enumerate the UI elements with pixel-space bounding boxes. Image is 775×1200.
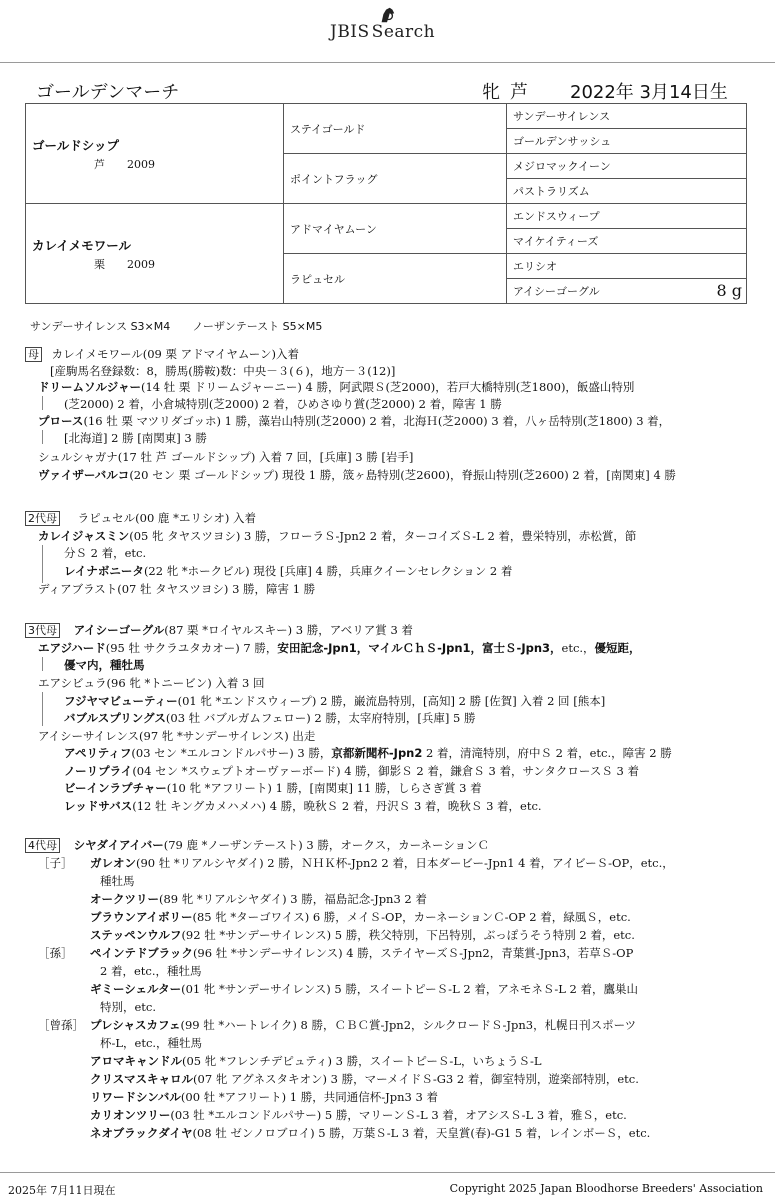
ancestor-sds[interactable]: メジロマックイーン [507, 154, 747, 179]
progeny-entry [90, 1072, 639, 1087]
section-2nd-dam-header [25, 511, 256, 526]
progeny-detail-cont: 2 着，etc.，種牡馬 [100, 964, 202, 978]
progeny-detail: (12 牡 キングカメハメハ) 4 勝，晩秋Ｓ 2 着，丹沢Ｓ 3 着，晩秋Ｓ 3 着，etc. [132, 799, 542, 813]
progeny-entry [90, 892, 427, 907]
ancestor-ssd[interactable]: ゴールデンサッシュ [507, 129, 747, 154]
progeny-entry [90, 856, 674, 871]
section-3rd-dam-header [25, 623, 413, 638]
third-dam-detail: (87 栗 *ロイヤルスキー) 3 勝，アベリア賞 3 着 [164, 623, 413, 637]
progeny-entry [38, 529, 636, 544]
progeny-name[interactable]: ネオブラックダイヤ [90, 1126, 193, 1140]
inbreeding-item: サンデーサイレンス S3×M4 [30, 320, 171, 333]
progeny-entry: シュルシャガナ(17 牡 芦 ゴールドシップ) 入着 7 回，[兵庫] 3 勝 [岩手] [38, 450, 414, 464]
ancestor-sdd[interactable]: パストラリズム [507, 179, 747, 204]
progeny-detail: (16 牡 栗 マツリダゴッホ) 1 勝，藻岩山特別(芝2000) 2 着，北海Ｈ(芝2000) 3 着，八ヶ岳特別(芝1800) 3 着， [83, 414, 671, 428]
progeny-name[interactable]: リワードシンバル [90, 1090, 181, 1104]
progeny-name[interactable]: レッドサバス [64, 799, 133, 813]
logo-text: JBIS [330, 22, 370, 42]
section-tag: 2代母 [25, 511, 60, 526]
horse-title-bar [30, 78, 750, 103]
progeny-detail: (14 牡 栗 ドリームジャーニー) 4 勝，阿武隈Ｓ(芝2000)，若戸大橋特別(芝1800)，飯盛山特別 [140, 380, 635, 394]
progeny-detail: (04 セン *スウェプトオーヴァーボード) 4 勝，御影Ｓ 2 着，鎌倉Ｓ 3 着，サンタクロースＳ 3 着 [132, 764, 639, 778]
pedigree-table [25, 103, 747, 304]
progeny-entry [90, 1108, 627, 1123]
progeny-entry [90, 946, 633, 961]
progeny-detail: (01 牝 *サンデーサイレンス) 5 勝，スイートピーＳ-L 2 着，アネモネＳ-L 2 着，鷹巣山 [181, 982, 639, 996]
progeny-name[interactable]: ギミーシェルター [90, 982, 182, 996]
dam-year: 2009 [127, 257, 155, 271]
inbreeding-item: ノーザンテースト S5×M5 [192, 320, 323, 333]
grand-progeny-entry [64, 711, 476, 726]
sire-cell [26, 104, 284, 204]
progeny-detail-cont: 優マ内，種牡馬 [64, 658, 145, 672]
progeny-detail: (95 牡 サクラユタカオー) 7 勝， [105, 641, 278, 655]
progeny-name[interactable]: ノーリプライ [64, 764, 133, 778]
ancestor-ddd-cell [507, 279, 747, 304]
progeny-entry [38, 380, 634, 395]
progeny-detail: (85 牝 *ターゴワイス) 6 勝，メイＳ-OP，カーネーションＣ-OP 2 着，緑風Ｓ，etc. [192, 910, 631, 924]
fourth-dam-name[interactable]: シヤダイアイバー [73, 838, 164, 852]
progeny-detail-bold: 優短距， [594, 641, 641, 655]
progeny-name[interactable]: クリスマスキャロル [90, 1072, 194, 1086]
progeny-entry [38, 641, 641, 656]
progeny-name[interactable]: フジヤマビューティー [64, 694, 178, 708]
ancestor-sss[interactable]: サンデーサイレンス [507, 104, 747, 129]
ancestor-dds[interactable]: エリシオ [507, 254, 747, 279]
progeny-name[interactable]: レイナボニータ [64, 564, 144, 578]
progeny-name[interactable]: カレイジャスミン [38, 529, 130, 543]
site-header [0, 0, 775, 62]
progeny-detail-bold: 安田記念-Jpn1，マイルＣｈＳ-Jpn1，富士Ｓ-Jpn3， [277, 641, 562, 655]
progeny-detail: (03 牡 バブルガムフェロー) 2 勝，太宰府特別，[兵庫] 5 勝 [165, 711, 476, 725]
dam-sire-cell[interactable]: アドマイヤムーン [284, 204, 507, 254]
progeny-name[interactable]: ビーインラプチャー [64, 781, 167, 795]
progeny-entry: アイシーサイレンス(97 牝 *サンデーサイレンス) 出走 [38, 729, 316, 743]
jbis-logo[interactable] [330, 22, 435, 42]
progeny-name[interactable]: アロマキャンドル [90, 1054, 182, 1068]
progeny-detail: (22 牝 *ホークビル) 現役 [兵庫] 4 勝，兵庫クイーンセレクション 2 着 [143, 564, 513, 578]
grand-progeny-entry [64, 746, 672, 761]
progeny-name[interactable]: アペリティフ [64, 746, 132, 760]
progeny-name[interactable]: オークツリー [90, 892, 159, 906]
progeny-name[interactable]: プレシャスカフェ [90, 1018, 181, 1032]
progeny-entry [90, 1018, 636, 1033]
sire-coat: 芦 [94, 157, 105, 171]
progeny-detail: (05 牝 タヤスツヨシ) 3 勝，フローラＳ-Jpn2 2 着，ターコイズＳ-L 2 着，豊栄特別，赤松賞，節 [129, 529, 637, 543]
horse-head-icon [378, 6, 396, 24]
indent-bar [42, 692, 43, 726]
progeny-entry [90, 928, 635, 943]
ancestor-dss[interactable]: エンドスウィープ [507, 204, 747, 229]
progeny-detail-cont: [北海道] 2 勝 [南関東] 3 勝 [64, 431, 207, 445]
section-4th-dam-header [25, 838, 489, 853]
indent-bar [42, 430, 43, 444]
horse-sex: 牝 [482, 82, 500, 103]
section-tag: 母 [25, 347, 42, 362]
section-tag: 4代母 [25, 838, 60, 853]
group-label-great-grandchildren: ［曾孫］ [38, 1018, 84, 1032]
horse-birth-date: 2022年 3月14日生 [570, 82, 728, 103]
dam-name[interactable]: カレイメモワール [32, 237, 132, 253]
progeny-detail-cont: 分Ｓ 2 着，etc. [64, 546, 147, 560]
progeny-detail: (96 牡 *サンデーサイレンス) 4 勝，ステイヤーズＳ-Jpn2，青葉賞-Jpn3，若草Ｓ-OP [192, 946, 634, 960]
indent-bar [42, 657, 43, 671]
as-of-date: 2025年 7月11日現在 [8, 1184, 116, 1197]
progeny-detail: 2 着，清滝特別，府中Ｓ 2 着，etc.，障害 2 勝 [422, 746, 672, 760]
grand-progeny-entry [64, 694, 605, 709]
progeny-entry [90, 1090, 438, 1105]
progeny-entry [90, 910, 631, 925]
third-dam-name[interactable]: アイシーゴーグル [73, 623, 165, 637]
progeny-entry [38, 468, 676, 483]
dam-dam-cell[interactable]: ラピュセル [284, 254, 507, 304]
progeny-name[interactable]: バブルスプリングス [64, 711, 166, 725]
progeny-detail: (10 牝 *アフリート) 1 勝，[南関東] 11 勝，しらさぎ賞 3 着 [166, 781, 482, 795]
footer-divider [0, 1172, 775, 1173]
second-dam-summary: ラピュセル(00 鹿 *エリシオ) 入着 [77, 511, 256, 525]
progeny-name[interactable]: ブラウンアイボリー [90, 910, 193, 924]
horse-coat: 芦 [510, 82, 528, 103]
family-number: 8 g [716, 281, 742, 300]
progeny-name[interactable]: プロース [38, 414, 84, 428]
dam-coat: 栗 [94, 257, 105, 271]
progeny-detail-cont: (芝2000) 2 着，小倉城特別(芝2000) 2 着，ひめさゆり賞(芝2000) 2 着，障害 1 勝 [64, 397, 502, 411]
progeny-detail: (08 牡 ゼンノロブロイ) 5 勝，万葉Ｓ-L 3 着，天皇賞(春)-G1 5 着，レインボーＳ，etc. [192, 1126, 651, 1140]
ancestor-ddd[interactable]: アイシーゴーグル [513, 285, 600, 298]
progeny-name[interactable]: ステッペンウルフ [90, 928, 182, 942]
progeny-detail: (89 牝 *リアルシヤダイ) 3 勝，福島記念-Jpn3 2 着 [159, 892, 427, 906]
progeny-detail: (03 牡 *エルコンドルパサー) 5 勝，マリーンＳ-L 3 着，オアシスＳ-L 3 着，雅Ｓ，etc. [170, 1108, 627, 1122]
progeny-name[interactable]: ヴァイザーバルコ [38, 468, 130, 482]
progeny-detail-cont: 種牡馬 [100, 874, 135, 888]
progeny-entry [90, 1054, 541, 1069]
logo-search-text: Search [371, 22, 436, 42]
grand-progeny-entry [64, 764, 639, 779]
progeny-name[interactable]: ドリームソルジャー [38, 380, 141, 394]
sire-sire-cell[interactable]: ステイゴールド [284, 104, 507, 154]
sire-year: 2009 [127, 157, 155, 171]
header-divider [0, 62, 775, 63]
progeny-detail: (90 牡 *リアルシヤダイ) 2 勝，ＮＨＫ杯-Jpn2 2 着，日本ダービー-Jpn1 4 着，アイビーＳ-OP，etc.， [136, 856, 674, 870]
progeny-entry: エアシビュラ(96 牝 *トニービン) 入着 3 回 [38, 676, 265, 690]
fourth-dam-detail: (79 鹿 *ノーザンテースト) 3 勝，オークス，カーネーションＣ [163, 838, 490, 852]
indent-bar [42, 396, 43, 410]
indent-bar [42, 545, 43, 583]
progeny-detail: (07 牝 アグネスタキオン) 3 勝，マーメイドＳ-G3 2 着，御室特別，遊楽部特別，etc. [193, 1072, 639, 1086]
progeny-detail-bold: 京都新聞杯-Jpn2 [331, 746, 423, 760]
grand-progeny-entry [64, 781, 482, 796]
grand-progeny-entry [64, 564, 512, 579]
progeny-detail: etc.， [561, 641, 595, 655]
sire-dam-cell[interactable]: ポイントフラッグ [284, 154, 507, 204]
progeny-entry [90, 982, 638, 997]
progeny-detail-cont: 杯-L，etc.，種牡馬 [100, 1036, 203, 1050]
progeny-detail: (99 牡 *ハートレイク) 8 勝，ＣＢＣ賞-Jpn2，シルクロードＳ-Jpn3，札幌日刊スポーツ [180, 1018, 637, 1032]
progeny-detail: (01 牝 *エンドスウィープ) 2 勝，巌流島特別，[高知] 2 勝 [佐賀] 入着 2 回 [熊本] [177, 694, 606, 708]
progeny-name[interactable]: カリオンツリー [90, 1108, 171, 1122]
progeny-entry: ディアブラスト(07 牡 タヤスツヨシ) 3 勝，障害 1 勝 [38, 582, 316, 596]
section-dam-header [25, 347, 299, 362]
progeny-detail-cont: 特別，etc. [100, 1000, 157, 1014]
dam-summary: カレイメモワール(09 栗 アドマイヤムーン)入着 [51, 347, 300, 361]
sire-name[interactable]: ゴールドシップ [32, 137, 120, 153]
inbreeding-line [30, 318, 344, 334]
progeny-detail: (00 牡 *アフリート) 1 勝，共同通信杯-Jpn3 3 着 [180, 1090, 438, 1104]
horse-name: ゴールデンマーチ [36, 82, 180, 103]
progeny-name[interactable]: ガレオン [90, 856, 136, 870]
grand-progeny-entry [64, 799, 542, 814]
group-label-grandchildren: ［孫］ [38, 946, 73, 960]
progeny-detail: (05 牝 *フレンチデピュティ) 3 勝，スイートピーＳ-L，いちょうＳ-L [182, 1054, 542, 1068]
group-label-children: ［子］ [38, 856, 73, 870]
section-tag: 3代母 [25, 623, 60, 638]
progeny-detail: (92 牡 *サンデーサイレンス) 5 勝，秩父特別，下呂特別，ぶっぽうそう特別 2 着，etc. [181, 928, 635, 942]
progeny-name[interactable]: ペインテドブラック [90, 946, 193, 960]
progeny-entry [90, 1126, 650, 1141]
dam-produce-stats: [産駒馬名登録数：8，勝馬(勝鞍)数：中央－３(６)，地方－３(12)] [50, 364, 396, 378]
progeny-entry [38, 414, 670, 429]
copyright: Copyright 2025 Japan Bloodhorse Breeders' Association [449, 1182, 763, 1195]
progeny-detail: (20 セン 栗 ゴールドシップ) 現役 1 勝，筬ヶ島特別(芝2600)，脊振山特別(芝2600) 2 着，[南関東] 4 勝 [129, 468, 676, 482]
progeny-detail: (03 セン *エルコンドルパサー) 3 勝， [131, 746, 332, 760]
dam-cell [26, 204, 284, 304]
ancestor-dsd[interactable]: マイケイティーズ [507, 229, 747, 254]
progeny-name[interactable]: エアジハード [38, 641, 106, 655]
